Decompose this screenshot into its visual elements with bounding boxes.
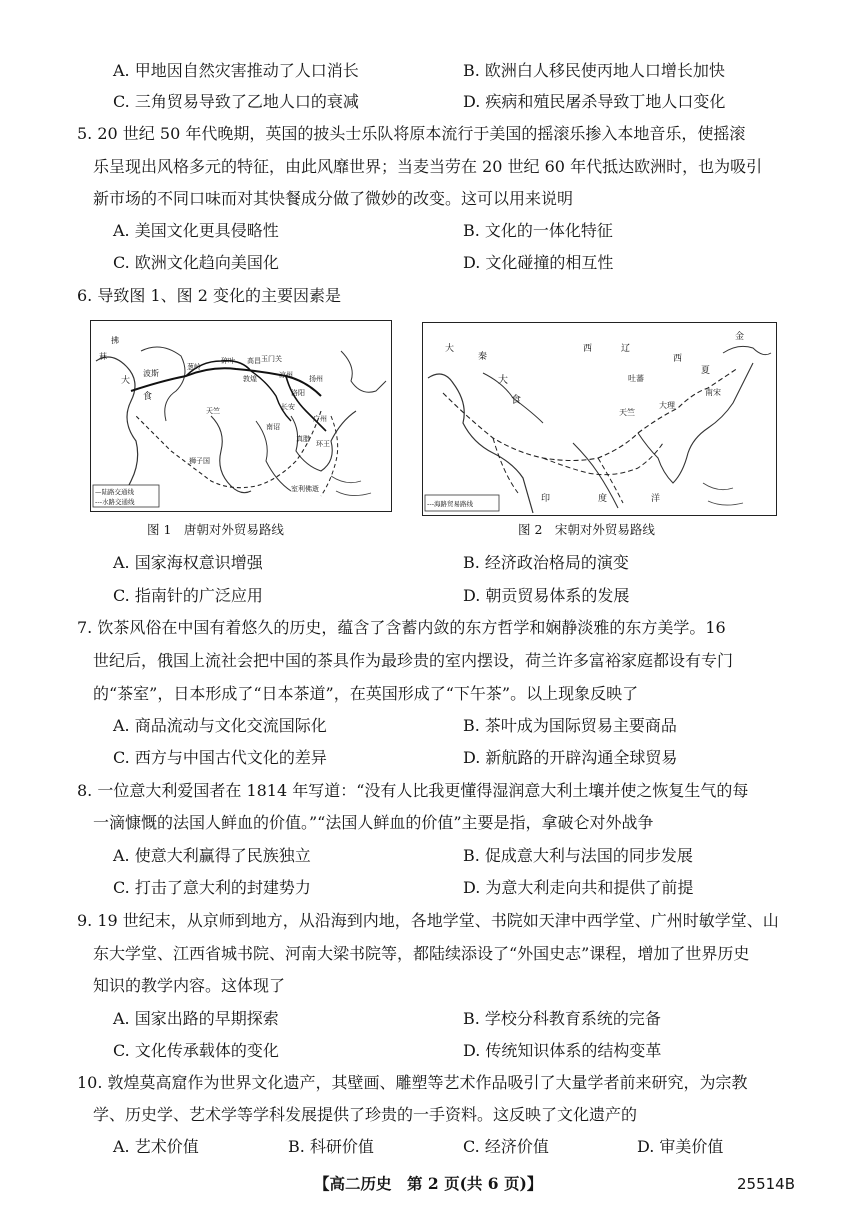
q10-option-b: B. 科研价值 bbox=[288, 1137, 374, 1156]
svg-text:碎叶: 碎叶 bbox=[221, 357, 235, 365]
q7-option-c: C. 西方与中国古代文化的差异 bbox=[113, 748, 327, 767]
svg-text:洋: 洋 bbox=[651, 494, 661, 504]
song-map-graphic bbox=[423, 323, 776, 515]
svg-text:辽: 辽 bbox=[621, 344, 631, 354]
map2-caption: 图 2 宋朝对外贸易路线 bbox=[518, 522, 655, 537]
q7-option-b: B. 茶叶成为国际贸易主要商品 bbox=[463, 716, 677, 735]
svg-text:大: 大 bbox=[498, 375, 508, 386]
svg-text:大: 大 bbox=[445, 344, 455, 354]
q8-option-b: B. 促成意大利与法国的同步发展 bbox=[463, 846, 693, 865]
svg-text:敦煌: 敦煌 bbox=[243, 375, 257, 383]
q10-stem-line-1: 10. 敦煌莫高窟作为世界文化遗产，其壁画、雕塑等艺术作品吸引了大量学者前来研究，为宗教 bbox=[77, 1073, 748, 1092]
q10-stem-line-2: 学、历史学、艺术学等学科发展提供了珍贵的一手资料。这反映了文化遗产的 bbox=[93, 1105, 638, 1124]
q6-stem: 6. 导致图 1、图 2 变化的主要因素是 bbox=[77, 286, 341, 305]
svg-text:环王: 环王 bbox=[316, 440, 330, 448]
q4-option-b: B. 欧洲白人移民使丙地人口增长加快 bbox=[463, 61, 725, 80]
svg-text:狮子国: 狮子国 bbox=[189, 457, 210, 465]
svg-text:大理: 大理 bbox=[659, 401, 675, 410]
exam-code: 25514B bbox=[737, 1175, 796, 1193]
svg-text:玉门关: 玉门关 bbox=[261, 355, 282, 363]
svg-text:—陆路交通线: —陆路交通线 bbox=[95, 488, 134, 496]
q9-stem-line-3: 知识的教学内容。这体现了 bbox=[93, 976, 286, 995]
svg-text:大: 大 bbox=[121, 376, 131, 386]
q9-option-a: A. 国家出路的早期探索 bbox=[113, 1009, 279, 1028]
q8-option-a: A. 使意大利赢得了民族独立 bbox=[113, 846, 311, 865]
svg-text:南诏: 南诏 bbox=[266, 423, 280, 431]
q9-stem-line-1: 9. 19 世纪末，从京师到地方，从沿海到内地，各地学堂、书院如天津中西学堂、广州时敏学堂、山 bbox=[77, 911, 779, 930]
svg-text:西: 西 bbox=[673, 354, 683, 364]
song-trade-route-map bbox=[422, 322, 777, 516]
svg-text:食: 食 bbox=[143, 392, 153, 402]
q6-option-b: B. 经济政治格局的演变 bbox=[463, 553, 629, 572]
q6-option-d: D. 朝贡贸易体系的发展 bbox=[463, 586, 630, 605]
q4-option-c: C. 三角贸易导致了乙地人口的衰减 bbox=[113, 92, 359, 111]
svg-text:葱岭: 葱岭 bbox=[187, 363, 201, 371]
svg-text:拂: 拂 bbox=[111, 336, 119, 345]
svg-text:秦: 秦 bbox=[478, 352, 488, 362]
q5-option-a: A. 美国文化更具侵略性 bbox=[113, 221, 279, 240]
svg-text:凉州: 凉州 bbox=[279, 371, 293, 379]
q7-stem-line-3: 的“茶室”，日本形成了“日本茶道”，在英国形成了“下午茶”。以上现象反映了 bbox=[93, 684, 639, 703]
svg-text:天竺: 天竺 bbox=[619, 408, 635, 417]
q9-option-d: D. 传统知识体系的结构变革 bbox=[463, 1041, 662, 1060]
svg-text:菻: 菻 bbox=[99, 352, 107, 361]
q9-stem-line-2: 东大学堂、江西省城书院、河南大梁书院等，都陆续添设了“外国史志”课程，增加了世界历史 bbox=[93, 944, 750, 963]
svg-text:---海路贸易路线: ---海路贸易路线 bbox=[427, 500, 474, 508]
svg-text:西: 西 bbox=[583, 344, 593, 354]
svg-text:高昌: 高昌 bbox=[247, 357, 261, 365]
svg-text:南宋: 南宋 bbox=[705, 388, 721, 397]
q7-option-a: A. 商品流动与文化交流国际化 bbox=[113, 716, 327, 735]
svg-text:食: 食 bbox=[511, 395, 521, 406]
q10-option-a: A. 艺术价值 bbox=[113, 1137, 199, 1156]
svg-text:扬州: 扬州 bbox=[309, 375, 323, 383]
map1-caption: 图 1 唐朝对外贸易路线 bbox=[147, 522, 284, 537]
tang-trade-route-map bbox=[90, 320, 392, 512]
q5-stem-line-2: 乐呈现出风格多元的特征，由此风靡世界；当麦当劳在 20 世纪 60 年代抵达欧洲时，也为吸引 bbox=[93, 157, 763, 176]
q5-option-c: C. 欧洲文化趋向美国化 bbox=[113, 253, 279, 272]
svg-text:吐蕃: 吐蕃 bbox=[628, 374, 644, 383]
q10-option-c: C. 经济价值 bbox=[463, 1137, 549, 1156]
q7-option-d: D. 新航路的开辟沟通全球贸易 bbox=[463, 748, 678, 767]
q9-option-b: B. 学校分科教育系统的完备 bbox=[463, 1009, 661, 1028]
svg-text:广州: 广州 bbox=[313, 415, 327, 423]
svg-text:度: 度 bbox=[598, 494, 608, 504]
page-footer-title: 【高二历史 第 2 页(共 6 页)】 bbox=[314, 1174, 543, 1193]
q7-stem-line-1: 7. 饮茶风俗在中国有着悠久的历史，蕴含了含蓄内敛的东方哲学和娴静淡雅的东方美学。16 bbox=[77, 618, 726, 637]
q5-option-b: B. 文化的一体化特征 bbox=[463, 221, 613, 240]
svg-text:波斯: 波斯 bbox=[143, 369, 159, 378]
q8-stem-line-1: 8. 一位意大利爱国者在 1814 年写道：“没有人比我更懂得湿润意大利土壤并使之恢复生气的每 bbox=[77, 781, 749, 800]
q9-option-c: C. 文化传承载体的变化 bbox=[113, 1041, 279, 1060]
svg-text:---水路交通线: ---水路交通线 bbox=[95, 498, 135, 506]
q8-option-c: C. 打击了意大利的封建势力 bbox=[113, 878, 311, 897]
svg-text:长安: 长安 bbox=[281, 403, 295, 411]
q6-option-a: A. 国家海权意识增强 bbox=[113, 553, 263, 572]
svg-text:天竺: 天竺 bbox=[206, 407, 220, 415]
svg-text:真腊: 真腊 bbox=[296, 435, 310, 443]
q5-stem-line-1: 5. 20 世纪 50 年代晚期，英国的披头士乐队将原本流行于美国的摇滚乐掺入本地音乐，使摇滚 bbox=[77, 124, 746, 143]
q6-option-c: C. 指南针的广泛应用 bbox=[113, 586, 263, 605]
tang-map-graphic bbox=[91, 321, 391, 511]
svg-text:金: 金 bbox=[735, 332, 745, 342]
svg-text:印: 印 bbox=[541, 494, 551, 504]
q10-option-d: D. 审美价值 bbox=[637, 1137, 724, 1156]
svg-text:室利佛逝: 室利佛逝 bbox=[291, 485, 319, 493]
q5-option-d: D. 文化碰撞的相互性 bbox=[463, 253, 614, 272]
svg-text:洛阳: 洛阳 bbox=[291, 389, 305, 397]
q4-option-a: A. 甲地因自然灾害推动了人口消长 bbox=[113, 61, 359, 80]
q8-option-d: D. 为意大利走向共和提供了前提 bbox=[463, 878, 694, 897]
svg-text:夏: 夏 bbox=[701, 366, 711, 376]
q5-stem-line-3: 新市场的不同口味而对其快餐成分做了微妙的改变。这可以用来说明 bbox=[93, 189, 574, 208]
q4-option-d: D. 疾病和殖民屠杀导致丁地人口变化 bbox=[463, 92, 726, 111]
q7-stem-line-2: 世纪后，俄国上流社会把中国的茶具作为最珍贵的室内摆设，荷兰许多富裕家庭都设有专门 bbox=[93, 651, 734, 670]
q8-stem-line-2: 一滴慷慨的法国人鲜血的价值。”“法国人鲜血的价值”主要是指，拿破仑对外战争 bbox=[93, 813, 654, 832]
